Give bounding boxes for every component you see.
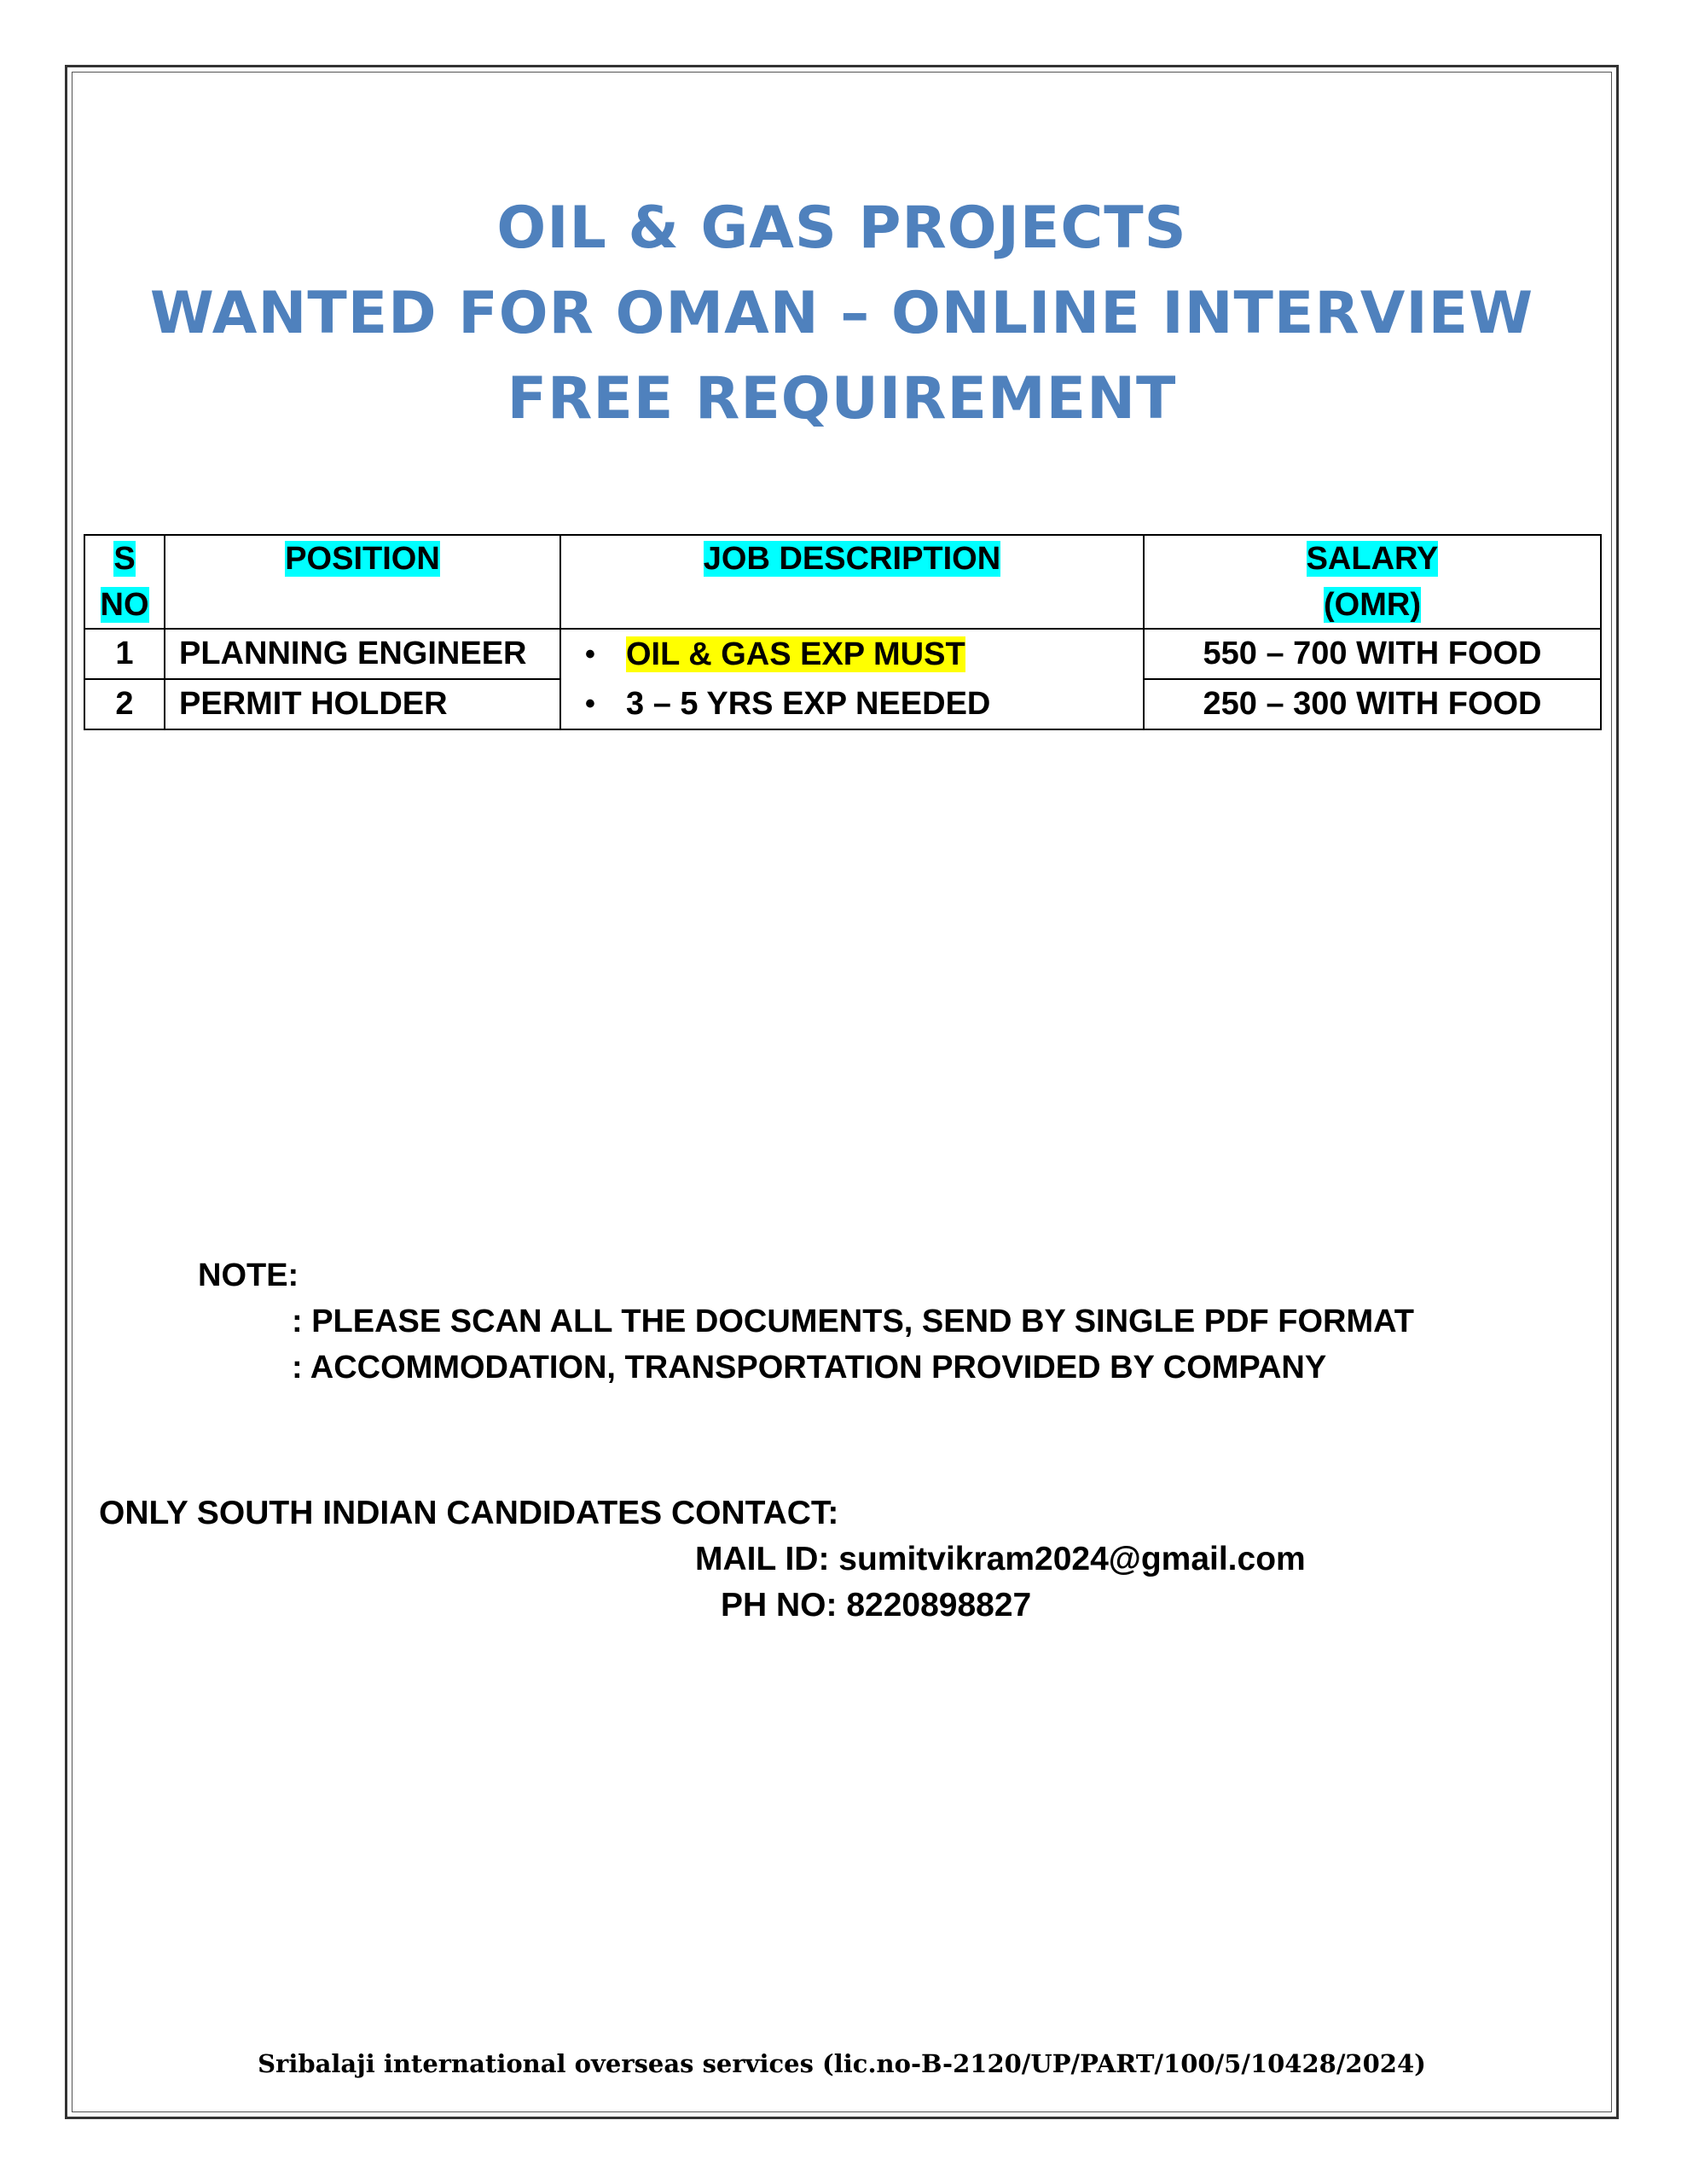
row-sno: 2 — [84, 679, 165, 729]
note-line: : ACCOMMODATION, TRANSPORTATION PROVIDED BY COMPANY — [292, 1350, 1327, 1385]
row-position: PERMIT HOLDER — [165, 679, 560, 729]
title-line-2: WANTED FOR OMAN – ONLINE INTERVIEW — [149, 280, 1534, 347]
header-salary: SALARY (OMR) — [1144, 535, 1601, 629]
note-heading: NOTE: — [198, 1258, 299, 1293]
header-sno: S NO — [84, 535, 165, 629]
job-description-cell — [560, 629, 1144, 729]
list-item: • 3 – 5 YRS EXP NEEDED — [626, 679, 1129, 729]
table-row — [84, 629, 1601, 679]
title-line-3: FREE REQUIREMENT — [507, 365, 1177, 433]
row-position: PLANNING ENGINEER — [165, 629, 560, 679]
bullet-icon: • — [585, 688, 595, 720]
list-item: • OIL & GAS EXP MUST — [626, 630, 1129, 679]
row-salary: 250 – 300 WITH FOOD — [1144, 679, 1601, 729]
title-line-1: OIL & GAS PROJECTS — [496, 195, 1187, 262]
contact-email[interactable]: MAIL ID: sumitvikram2024@gmail.com — [695, 1541, 1306, 1577]
requirements-list — [575, 630, 1129, 729]
footer-license: Sribalaji international overseas services (lic.no-B-2120/UP/PART/100/5/10428/2024) — [258, 2049, 1426, 2078]
note-line: : PLEASE SCAN ALL THE DOCUMENTS, SEND BY SINGLE PDF FORMAT — [292, 1304, 1414, 1339]
row-sno: 1 — [84, 629, 165, 679]
jobs-table — [84, 534, 1602, 730]
header-position: POSITION — [165, 535, 560, 629]
table-header-row — [84, 535, 1601, 629]
header-job-description: JOB DESCRIPTION — [560, 535, 1144, 629]
row-salary: 550 – 700 WITH FOOD — [1144, 629, 1601, 679]
contact-heading: ONLY SOUTH INDIAN CANDIDATES CONTACT: — [99, 1495, 839, 1531]
bullet-icon: • — [585, 638, 595, 671]
contact-phone[interactable]: PH NO: 8220898827 — [721, 1587, 1032, 1623]
